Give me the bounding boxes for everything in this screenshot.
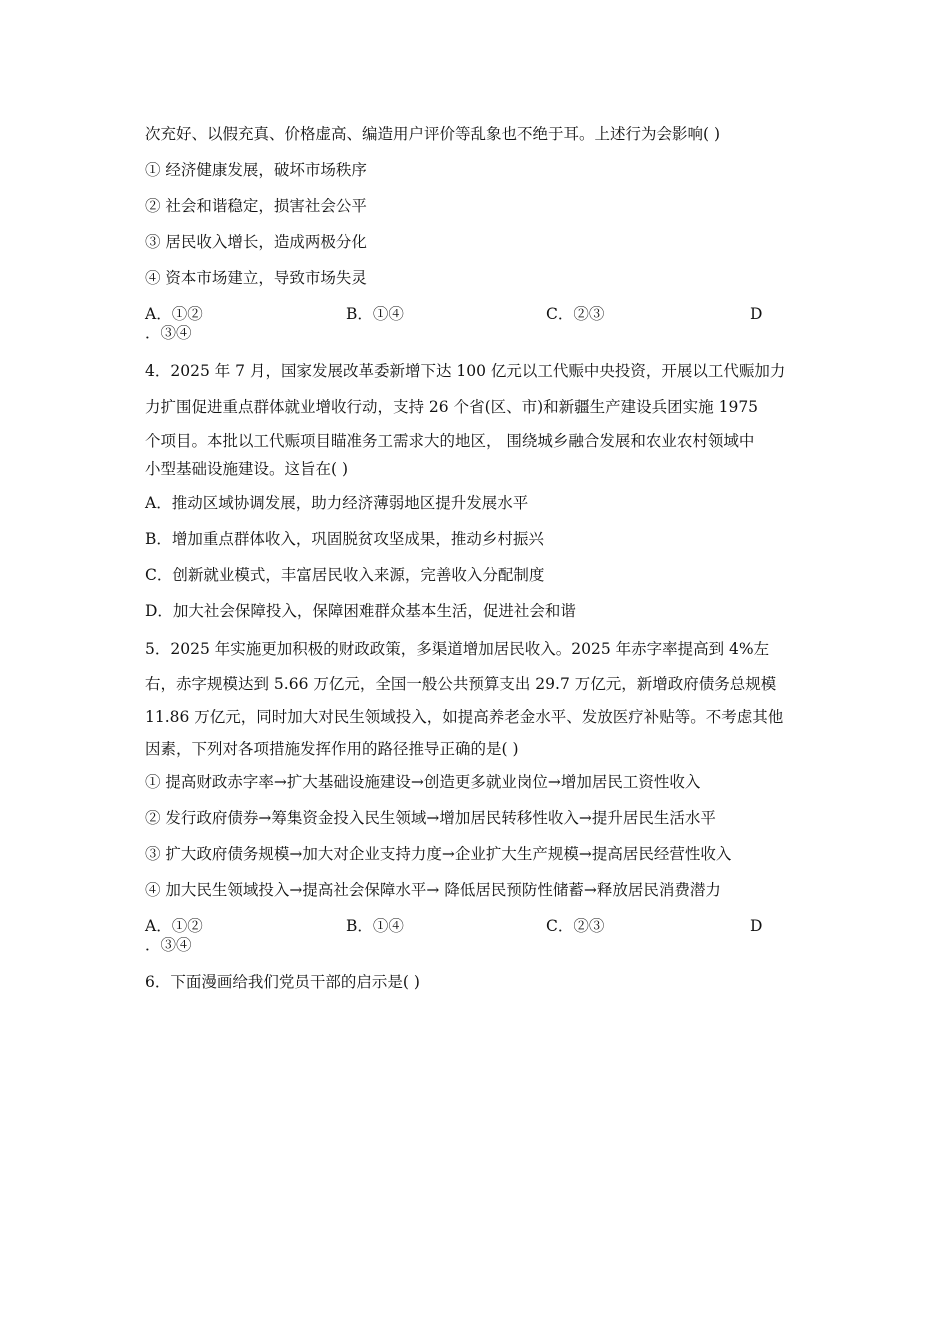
q6-stem: 6．下面漫画给我们党员干部的启示是( ) (145, 973, 420, 991)
q4-option-d[interactable]: D．加大社会保障投入，保障困难群众基本生活，促进社会和谐 (145, 602, 576, 620)
q4-stem-line-1: 4．2025 年 7 月，国家发展改革委新增下达 100 亿元以工代赈中央投资，开展以工代赈加力 (145, 362, 786, 380)
q5-item-2: ② 发行政府债券→筹集资金投入民生领域→增加居民转移性收入→提升居民生活水平 (145, 809, 716, 827)
q5-options (145, 916, 785, 936)
q3-options (145, 304, 785, 324)
q4-stem-line-2: 力扩围促进重点群体就业增收行动，支持 26 个省(区、市)和新疆生产建设兵团实施 1975 (145, 398, 759, 416)
q5-option-d-text[interactable]: ．③④ (145, 936, 192, 954)
q5-stem-line-4: 因素，下列对各项措施发挥作用的路径推导正确的是( ) (145, 740, 519, 758)
q4-option-a[interactable]: A．推动区域协调发展，助力经济薄弱地区提升发展水平 (145, 494, 529, 512)
q4-option-c[interactable]: C．创新就业模式，丰富居民收入来源，完善收入分配制度 (145, 566, 545, 584)
q5-stem-line-2: 右，赤字规模达到 5.66 万亿元，全国一般公共预算支出 29.7 万亿元，新增政府债务总规模 (145, 675, 777, 693)
q5-option-c[interactable]: C．②③ (546, 917, 605, 935)
q3-option-a[interactable]: A．①② (145, 305, 203, 323)
q3-item-3: ③ 居民收入增长，造成两极分化 (145, 233, 367, 251)
q3-item-4: ④ 资本市场建立，导致市场失灵 (145, 269, 367, 287)
q3-option-d-text[interactable]: ．③④ (145, 324, 192, 342)
q5-option-d-letter[interactable]: D (750, 917, 763, 935)
q3-item-1: ① 经济健康发展，破坏市场秩序 (145, 161, 367, 179)
q5-item-3: ③ 扩大政府债务规模→加大对企业支持力度→企业扩大生产规模→提高居民经营性收入 (145, 845, 732, 863)
q3-option-c[interactable]: C．②③ (546, 305, 605, 323)
q3-option-d-letter[interactable]: D (750, 305, 763, 323)
q5-option-b[interactable]: B．①④ (346, 917, 404, 935)
q4-stem-line-4: 小型基础设施建设。这旨在( ) (145, 460, 349, 478)
q3-option-b[interactable]: B．①④ (346, 305, 404, 323)
q3-stem-tail: 次充好、以假充真、价格虚高、编造用户评价等乱象也不绝于耳。上述行为会影响( ) (145, 125, 721, 143)
q4-stem-line-3: 个项目。本批以工代赈项目瞄准务工需求大的地区， 围绕城乡融合发展和农业农村领域中 (145, 432, 755, 450)
q5-option-a[interactable]: A．①② (145, 917, 203, 935)
q5-stem-line-1: 5．2025 年实施更加积极的财政政策，多渠道增加居民收入。2025 年赤字率提高到 4%左 (145, 640, 770, 658)
q3-item-2: ② 社会和谐稳定，损害社会公平 (145, 197, 367, 215)
q4-option-b[interactable]: B．增加重点群体收入，巩固脱贫攻坚成果，推动乡村振兴 (145, 530, 544, 548)
q5-stem-line-3: 11.86 万亿元，同时加大对民生领域投入，如提高养老金水平、发放医疗补贴等。不考虑其他 (145, 708, 784, 726)
q5-item-1: ① 提高财政赤字率→扩大基础设施建设→创造更多就业岗位→增加居民工资性收入 (145, 773, 701, 791)
q5-item-4: ④ 加大民生领域投入→提高社会保障水平→ 降低居民预防性储蓄→释放居民消费潜力 (145, 881, 721, 899)
